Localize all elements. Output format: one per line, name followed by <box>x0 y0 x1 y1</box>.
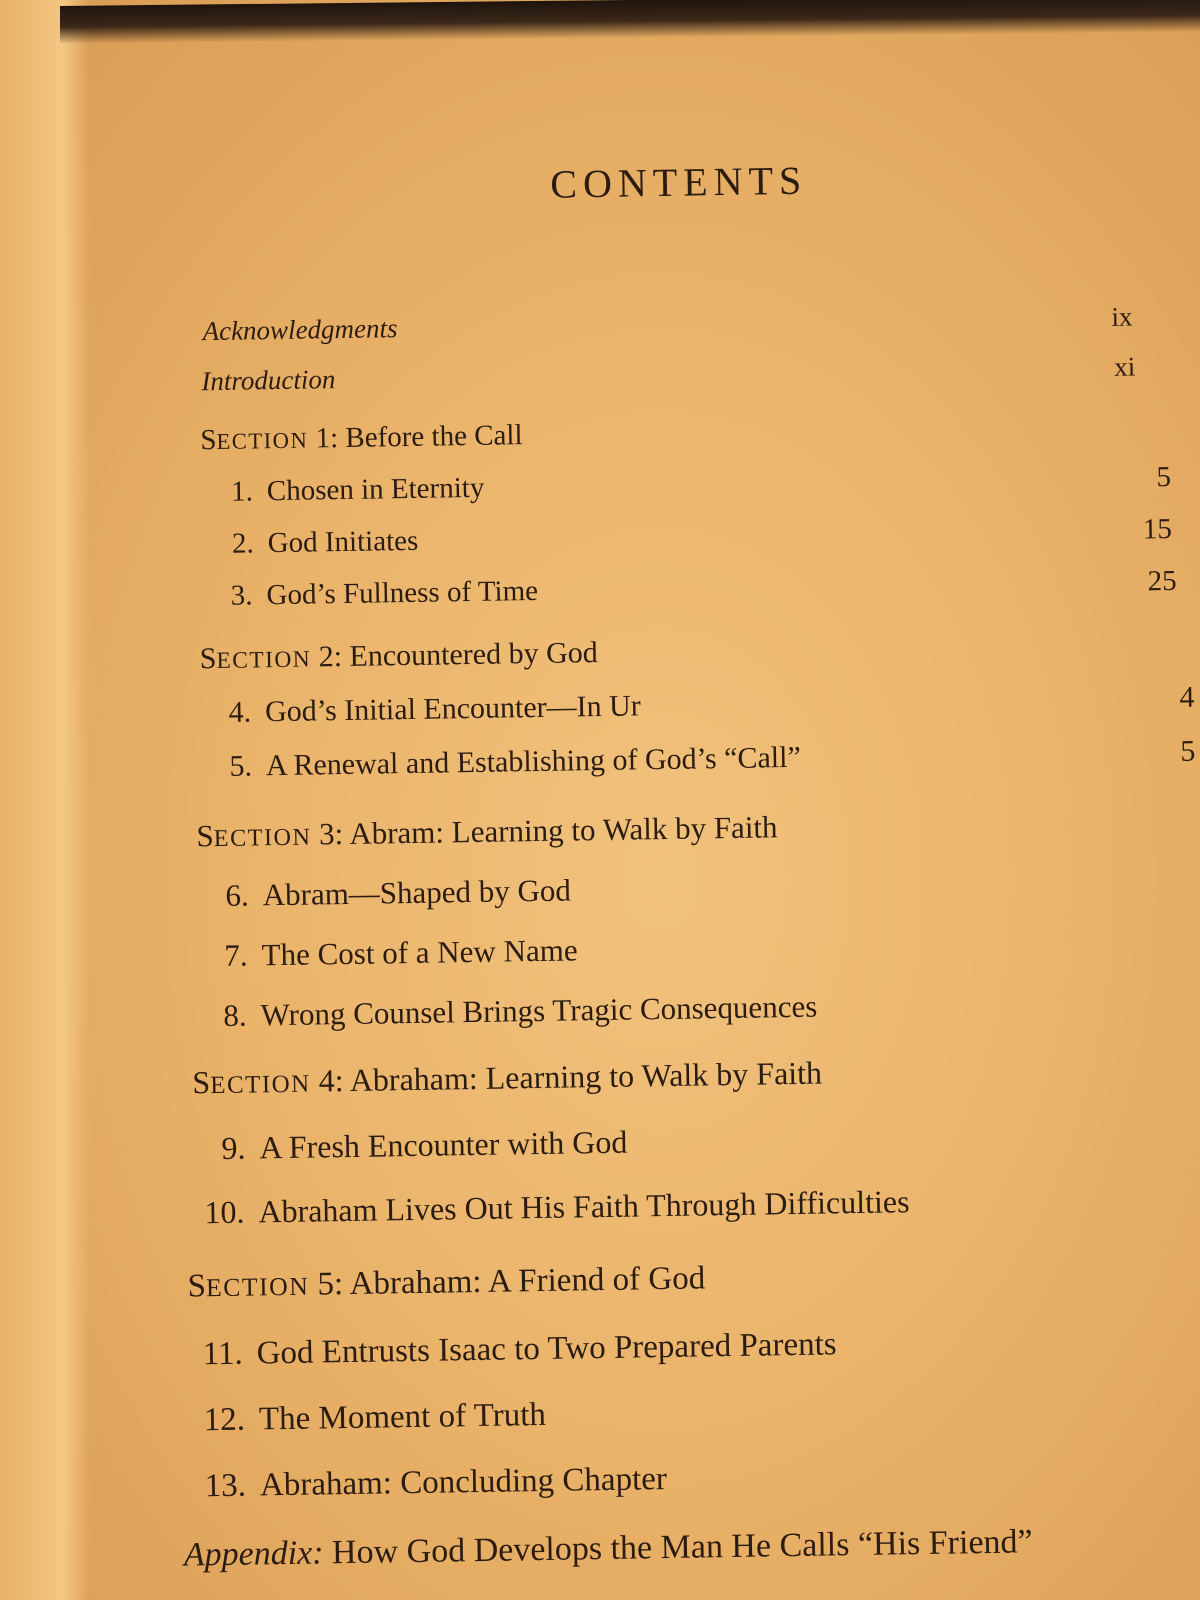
section-number: 1: <box>315 422 339 455</box>
section-word-rest: ECTION <box>205 1271 310 1303</box>
toc-entry-introduction <box>0 351 1193 397</box>
toc-entry-page: ix <box>1111 301 1133 332</box>
chapter-title: God Entrusts Isaac to Two Prepared Parents <box>256 1326 837 1372</box>
chapter-title: The Cost of a New Name <box>261 932 578 973</box>
toc-chapter-row <box>5 1115 1200 1166</box>
chapter-number: 13. <box>204 1467 247 1505</box>
section-number: 5: <box>317 1266 344 1303</box>
chapter-number: 10. <box>204 1193 245 1231</box>
section-word-initial: S <box>199 642 217 676</box>
section-word-initial: S <box>200 423 217 457</box>
chapter-title: God Initiates <box>267 524 419 560</box>
toc-chapter-row <box>0 460 1195 508</box>
chapter-title: God’s Fullness of Time <box>266 574 539 612</box>
chapter-title: A Renewal and Establishing of God’s “Call” <box>265 740 802 783</box>
chapter-number: 1. <box>230 475 254 508</box>
section-title: Abraham: Learning to Walk by Faith <box>349 1054 823 1098</box>
toc-entry-acknowledgments <box>0 301 1192 347</box>
chapter-number: 4. <box>228 695 252 729</box>
chapter-number: 12. <box>203 1401 246 1439</box>
chapter-title: Abraham: Concluding Chapter <box>259 1461 668 1504</box>
section-word-rest: ECTION <box>216 427 309 454</box>
contents-heading: CONTENTS <box>549 157 808 207</box>
section-word-rest: ECTION <box>213 823 312 853</box>
section-title: Abraham: A Friend of God <box>349 1260 706 1302</box>
section-heading <box>4 1049 1200 1101</box>
section-word-initial: S <box>187 1268 207 1305</box>
chapter-page: 5 <box>1180 734 1196 768</box>
chapter-title: The Moment of Truth <box>258 1396 547 1438</box>
chapter-title: Abraham Lives Out His Faith Through Difficulties <box>258 1183 910 1230</box>
section-word-rest: ECTION <box>210 1070 311 1100</box>
section-title: Encountered by God <box>349 636 599 673</box>
section-heading <box>7 1253 1200 1305</box>
chapter-title: Abram—Shaped by God <box>262 872 572 913</box>
appendix-prefix: Appendix: <box>183 1534 324 1574</box>
chapter-number: 2. <box>231 527 254 560</box>
chapter-page: 5 <box>1156 460 1172 494</box>
section-heading <box>0 627 1197 676</box>
toc-chapter-row <box>0 512 1196 560</box>
chapter-title: A Fresh Encounter with God <box>259 1123 628 1166</box>
toc-entry-page: xi <box>1114 351 1136 382</box>
section-number: 4: <box>318 1062 344 1099</box>
toc-chapter-row <box>6 1179 1200 1231</box>
toc-chapter-row <box>3 983 1200 1033</box>
section-word-initial: S <box>192 1064 211 1101</box>
chapter-number: 5. <box>229 749 253 783</box>
section-number: 2: <box>318 640 343 674</box>
section-heading <box>0 409 1194 457</box>
chapter-number: 11. <box>202 1335 243 1373</box>
toc-chapter-row <box>10 1452 1200 1505</box>
section-heading <box>0 803 1200 854</box>
chapter-number: 3. <box>230 579 253 612</box>
toc-chapter-row <box>1 863 1200 913</box>
chapter-number: 7. <box>224 937 248 973</box>
chapter-page: 4 <box>1179 680 1195 714</box>
toc-entry-label: Acknowledgments <box>202 313 398 347</box>
toc-chapter-row <box>8 1321 1200 1373</box>
toc-chapter-row <box>0 734 1199 783</box>
toc-chapter-row <box>2 923 1200 973</box>
chapter-number: 9. <box>221 1129 246 1166</box>
section-word-rest: ECTION <box>216 646 312 675</box>
toc-chapter-row <box>9 1387 1200 1439</box>
chapter-number: 8. <box>223 997 247 1033</box>
chapter-page: 25 <box>1147 564 1177 598</box>
chapter-title: God’s Initial Encounter—In Ur <box>264 689 642 729</box>
chapter-title: Chosen in Eternity <box>266 471 485 508</box>
toc-chapter-row <box>0 680 1198 729</box>
section-word-initial: S <box>196 818 215 854</box>
appendix-title: How God Develops the Man He Calls “His Friend” <box>331 1523 1033 1572</box>
toc-appendix <box>12 1520 1200 1574</box>
section-title: Before the Call <box>345 419 523 454</box>
section-title: Abram: Learning to Walk by Faith <box>349 809 778 851</box>
toc-chapter-row <box>0 564 1196 612</box>
toc-entry-label: Introduction <box>201 364 336 397</box>
chapter-page: 15 <box>1142 512 1173 546</box>
chapter-title: Wrong Counsel Brings Tragic Consequences <box>260 988 818 1033</box>
section-number: 3: <box>318 816 344 852</box>
chapter-number: 6. <box>225 877 249 913</box>
